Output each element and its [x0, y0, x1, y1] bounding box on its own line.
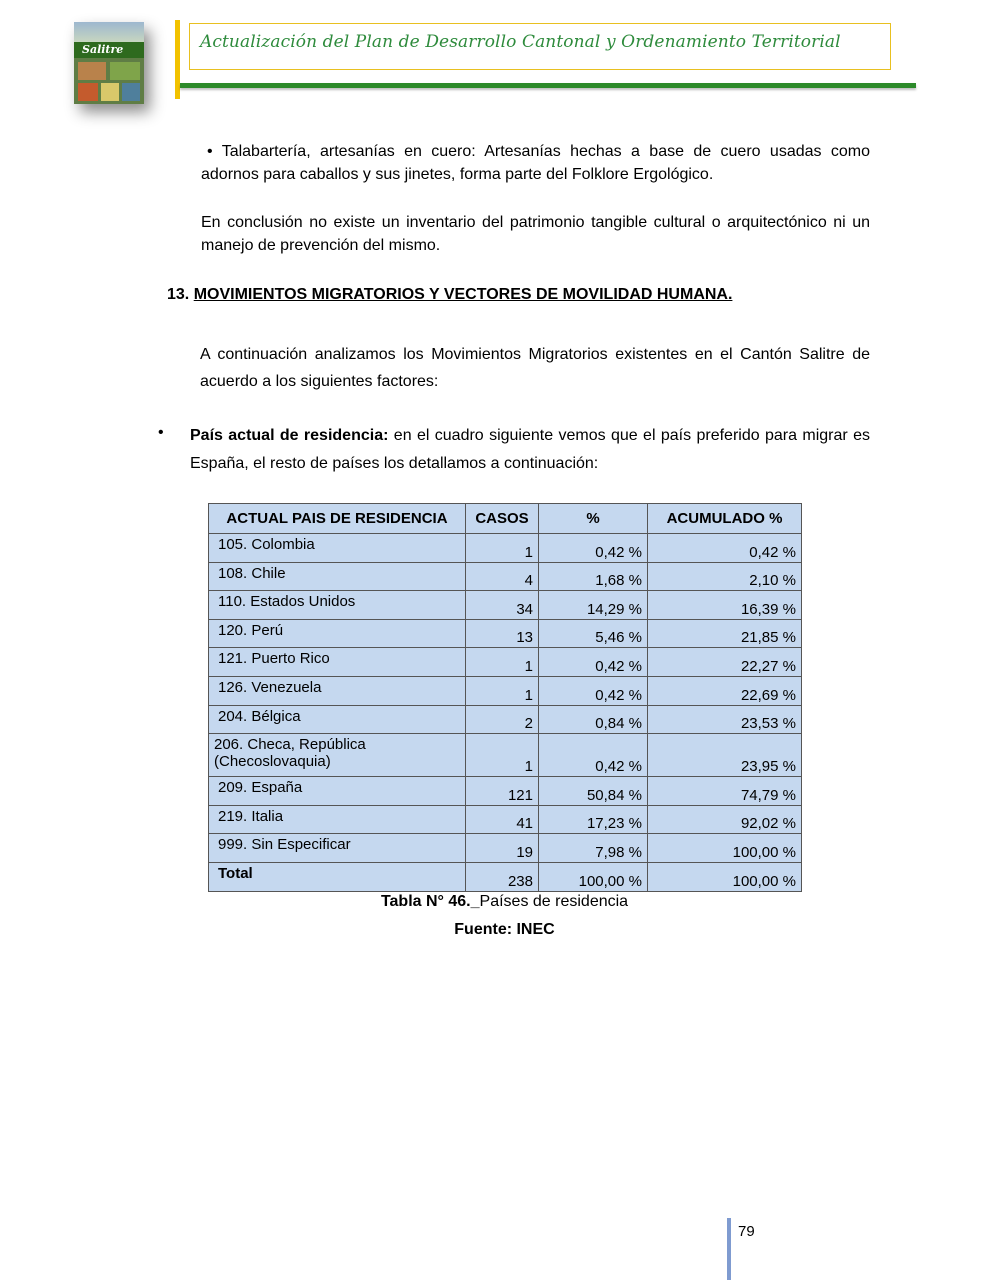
cell-acumulado: 2,10 %: [648, 562, 802, 591]
cell-acumulado: 16,39 %: [648, 591, 802, 620]
header-casos: CASOS: [466, 504, 539, 534]
logo-text: Salitre: [82, 43, 124, 56]
cell-acumulado: 100,00 %: [648, 834, 802, 863]
factor-text: en el cuadro siguiente vemos que el país preferido para migrar es España, el resto de países los detallamos a continuación:: [190, 427, 870, 472]
document-title: Actualización del Plan de Desarrollo Cantonal y Ordenamiento Territorial: [200, 32, 841, 52]
talabarteria-text: Talabartería, artesanías en cuero: Artesanías hechas a base de cuero usadas como adornos para caballos y sus jinetes, forma parte del Folklore Ergológico.: [201, 143, 871, 183]
cell-pais: 110. Estados Unidos: [209, 591, 466, 620]
cell-porcentaje: 5,46 %: [539, 619, 648, 648]
cell-pais: 121. Puerto Rico: [209, 648, 466, 677]
table-row: [209, 805, 802, 834]
cell-casos: 34: [466, 591, 539, 620]
salitre-logo: [74, 22, 144, 104]
cell-acumulado: 22,27 %: [648, 648, 802, 677]
factor-label: País actual de residencia:: [190, 427, 389, 444]
cell-pais: 999. Sin Especificar: [209, 834, 466, 863]
cell-porcentaje: 0,42 %: [539, 676, 648, 705]
table-header-row: [209, 504, 802, 534]
cell-total-label: Total: [209, 862, 466, 891]
cell-porcentaje: 0,42 %: [539, 648, 648, 677]
cell-pais: 105. Colombia: [209, 534, 466, 563]
table-row: [209, 777, 802, 806]
cell-acumulado: 74,79 %: [648, 777, 802, 806]
cell-casos: 13: [466, 619, 539, 648]
page-number-bar: [727, 1218, 731, 1280]
table-total-row: [209, 862, 802, 891]
header-divider: [180, 83, 916, 88]
conclusion-paragraph: En conclusión no existe un inventario del patrimonio tangible cultural o arquitectónico ni un manejo de prevención del mismo.: [201, 214, 870, 254]
table-row: [209, 648, 802, 677]
cell-casos: 121: [466, 777, 539, 806]
caption-label: Tabla N° 46._: [380, 893, 480, 910]
cell-acumulado: 0,42 %: [648, 534, 802, 563]
cell-porcentaje: 14,29 %: [539, 591, 648, 620]
cell-acumulado: 22,69 %: [648, 676, 802, 705]
cell-pais: 204. Bélgica: [209, 705, 466, 734]
caption-text: Países de residencia: [479, 893, 629, 910]
factor-paragraph: [190, 422, 870, 478]
cell-casos: 2: [466, 705, 539, 734]
cell-casos: 1: [466, 676, 539, 705]
cell-porcentaje: 7,98 %: [539, 834, 648, 863]
cell-casos: 1: [466, 734, 539, 777]
cell-casos: 19: [466, 834, 539, 863]
residence-table: [208, 503, 802, 892]
cell-porcentaje: 0,84 %: [539, 705, 648, 734]
cell-total-casos: 238: [466, 862, 539, 891]
cell-casos: 4: [466, 562, 539, 591]
cell-porcentaje: 0,42 %: [539, 734, 648, 777]
table-caption: [208, 893, 801, 911]
header-porcentaje: %: [539, 504, 648, 534]
cell-casos: 41: [466, 805, 539, 834]
cell-porcentaje: 0,42 %: [539, 534, 648, 563]
table-row: [209, 562, 802, 591]
cell-pais: 108. Chile: [209, 562, 466, 591]
cell-porcentaje: 50,84 %: [539, 777, 648, 806]
cell-casos: 1: [466, 534, 539, 563]
cell-pais: 206. Checa, República (Checoslovaquia): [209, 734, 466, 777]
cell-acumulado: 23,53 %: [648, 705, 802, 734]
cell-acumulado: 92,02 %: [648, 805, 802, 834]
header-title-box: [189, 23, 891, 70]
list-bullet: •: [158, 424, 164, 441]
cell-pais: 120. Perú: [209, 619, 466, 648]
cell-porcentaje: 17,23 %: [539, 805, 648, 834]
section-heading: [167, 286, 732, 304]
table-row: [209, 676, 802, 705]
paragraph-bullet: •: [207, 143, 213, 160]
cell-casos: 1: [466, 648, 539, 677]
page-number: 79: [738, 1223, 755, 1240]
table-row: [209, 705, 802, 734]
table-row: [209, 534, 802, 563]
cell-acumulado: 23,95 %: [648, 734, 802, 777]
intro-paragraph: A continuación analizamos los Movimientos Migratorios existentes en el Cantón Salitre de acuerdo a los siguientes factores:: [200, 346, 870, 390]
talabarteria-paragraph: [201, 141, 870, 186]
section-title: MOVIMIENTOS MIGRATORIOS Y VECTORES DE MOVILIDAD HUMANA.: [193, 286, 733, 303]
cell-pais: 126. Venezuela: [209, 676, 466, 705]
section-number: 13.: [167, 286, 190, 303]
table-row: [209, 734, 802, 777]
cell-total-acumulado: 100,00 %: [648, 862, 802, 891]
table-source: Fuente: INEC: [454, 921, 555, 938]
table-row: [209, 591, 802, 620]
cell-pais: 209. España: [209, 777, 466, 806]
header-pais: ACTUAL PAIS DE RESIDENCIA: [209, 504, 466, 534]
cell-porcentaje: 1,68 %: [539, 562, 648, 591]
cell-pais: 219. Italia: [209, 805, 466, 834]
header-acumulado: ACUMULADO %: [648, 504, 802, 534]
table-row: [209, 619, 802, 648]
cell-total-porcentaje: 100,00 %: [539, 862, 648, 891]
table-row: [209, 834, 802, 863]
cell-acumulado: 21,85 %: [648, 619, 802, 648]
